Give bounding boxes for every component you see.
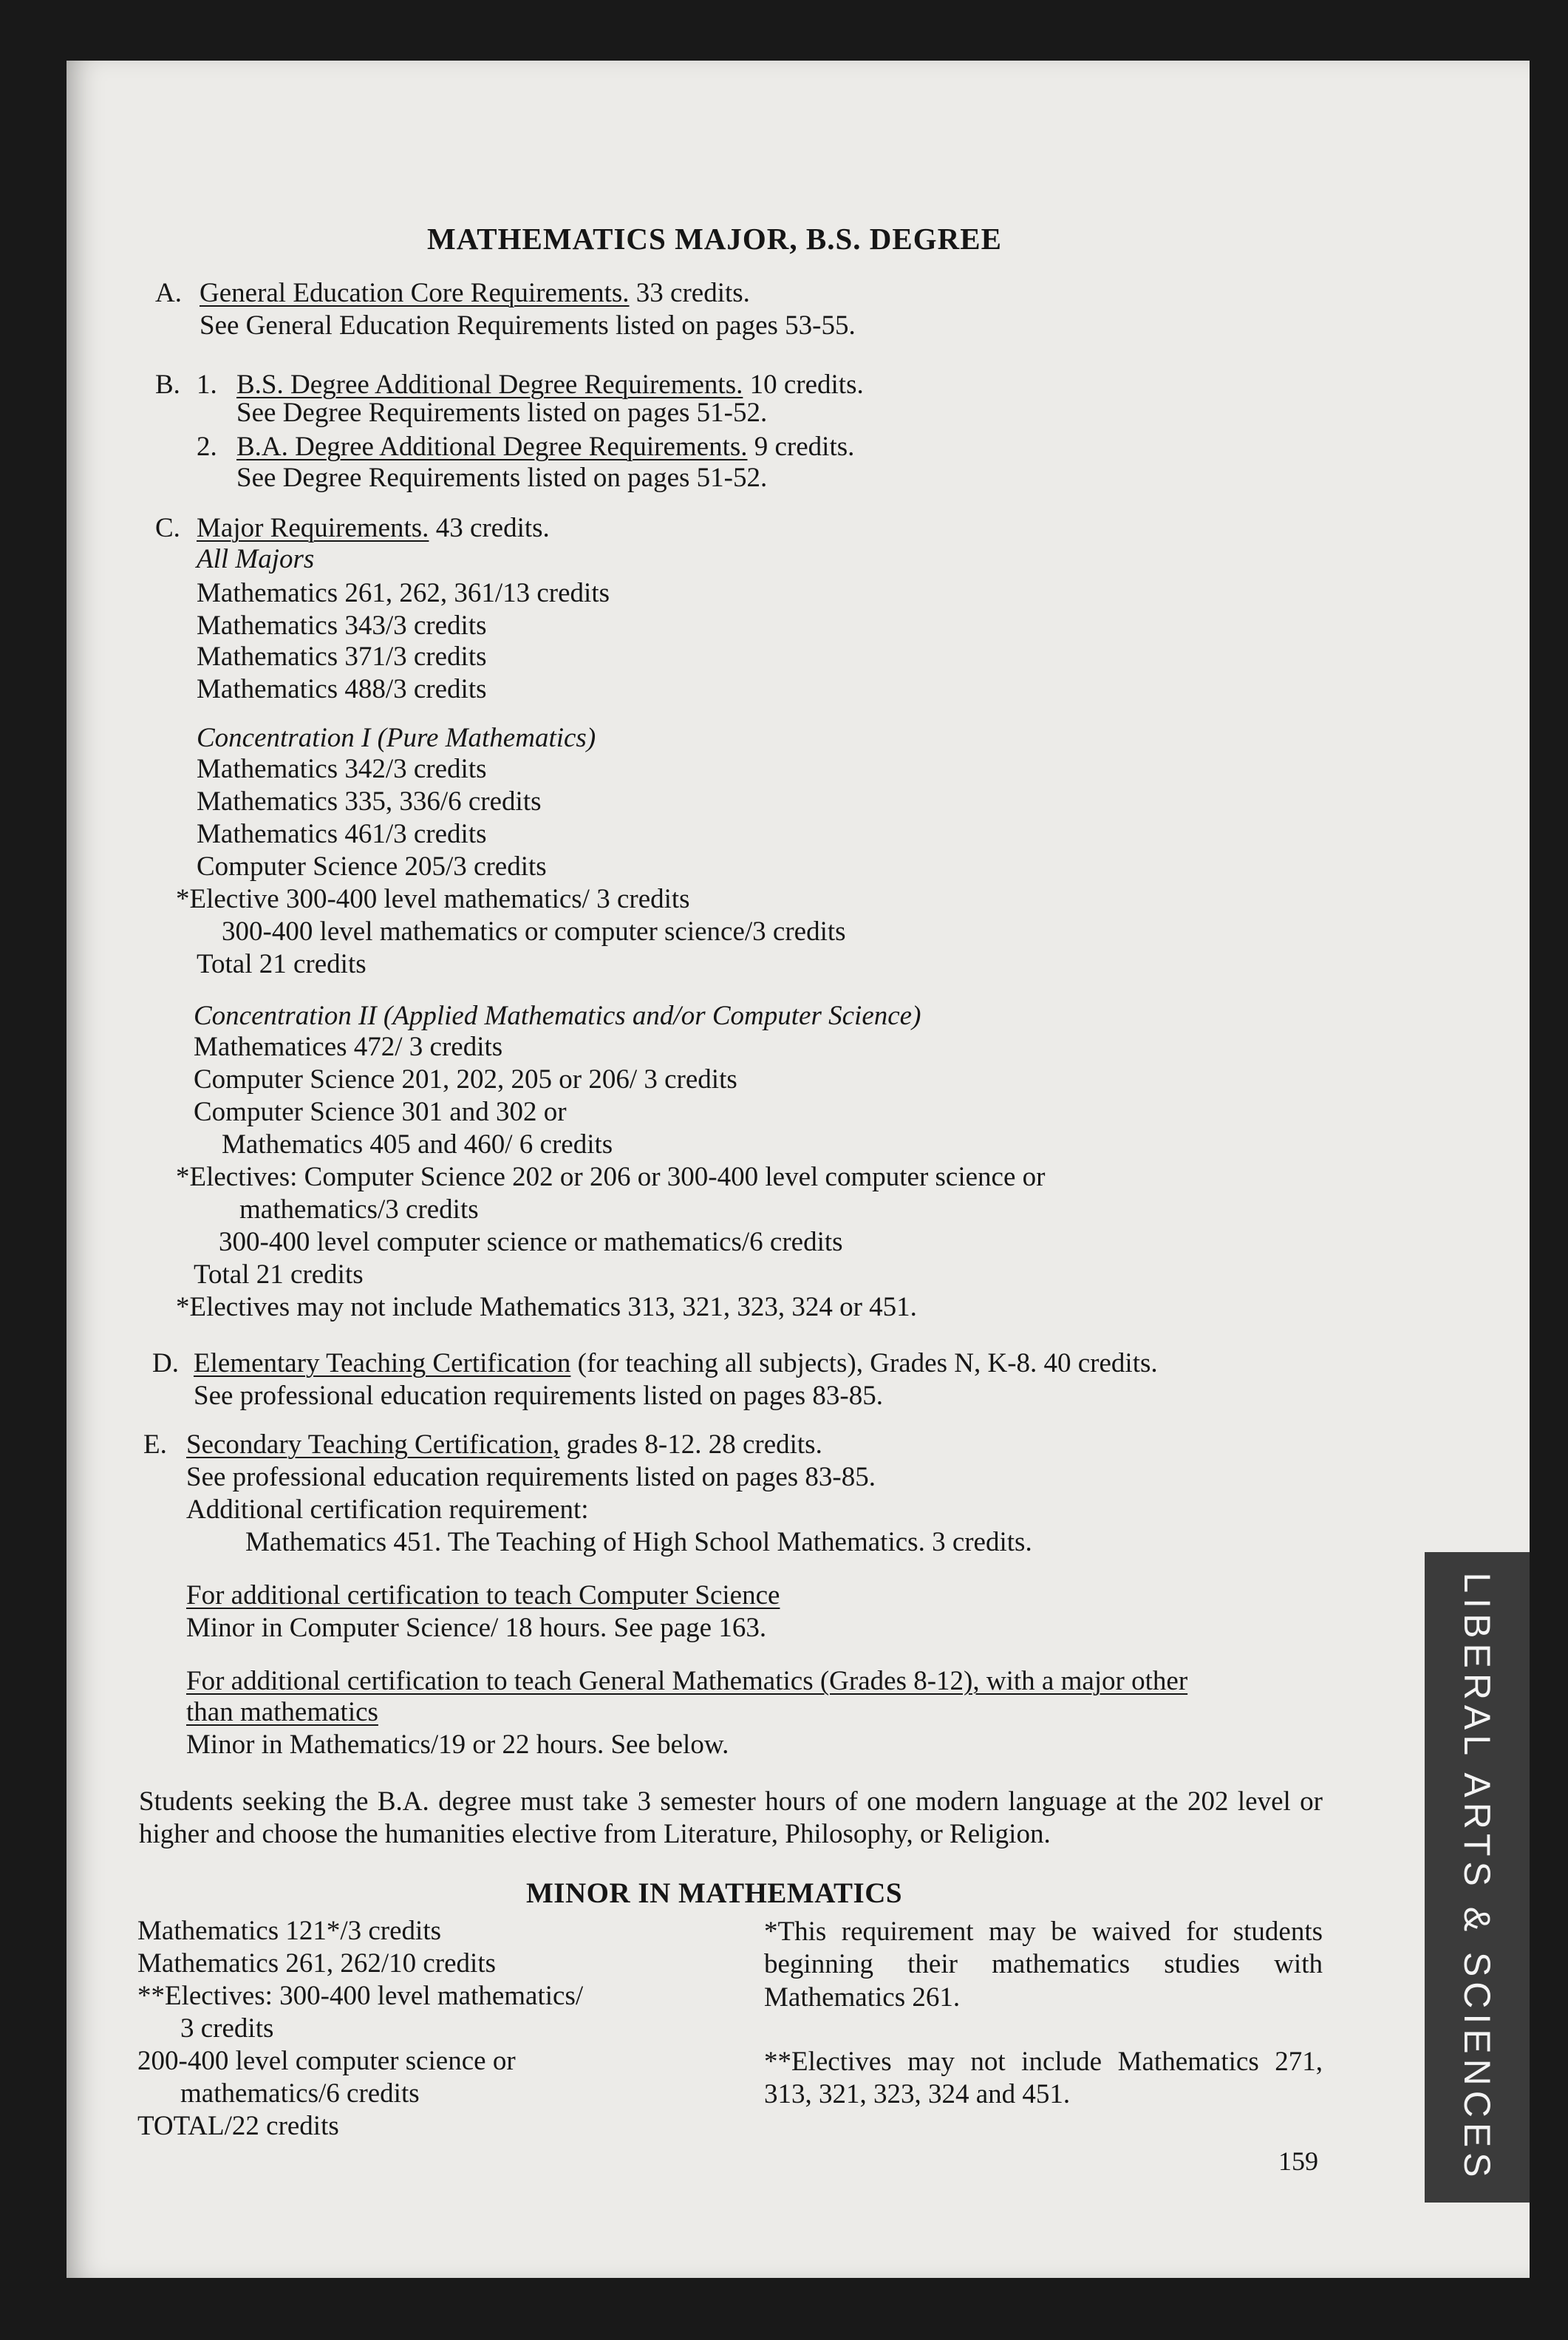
concentration-2-electives: *Electives: Computer Science 202 or 206 or 300-400 level computer science or [176, 1162, 1046, 1192]
section-e-letter: E. [143, 1429, 167, 1460]
concentration-2-label: Concentration II (Applied Mathematics and/or Computer Science) [194, 1001, 921, 1031]
section-d-letter: D. [152, 1348, 179, 1378]
concentration-1-line: Computer Science 205/3 credits [197, 851, 547, 882]
section-b2-number: 2. [197, 432, 217, 462]
concentration-1-line: Mathematics 461/3 credits [197, 819, 487, 849]
section-b1-credits: 10 credits. [743, 370, 864, 400]
gm-certification-title-line1: For additional certification to teach General Mathematics (Grades 8-12), with a major other [186, 1666, 1188, 1696]
gm-certification-title-line2: than mathematics [186, 1697, 378, 1727]
minor-line: **Electives: 300-400 level mathematics/ [137, 1981, 584, 2011]
section-b2-credits: 9 credits. [747, 432, 855, 462]
section-d-note: See professional education requirements listed on pages 83-85. [194, 1381, 883, 1411]
section-e-heading [186, 1429, 822, 1461]
all-majors-line: Mathematics 261, 262, 361/13 credits [197, 578, 610, 608]
page-title: MATHEMATICS MAJOR, B.S. DEGREE [427, 222, 1002, 256]
minor-total: TOTAL/22 credits [137, 2111, 339, 2141]
section-c-credits: 43 credits. [429, 513, 550, 543]
concentration-1-total: Total 21 credits [197, 949, 367, 979]
concentration-1-line: Mathematics 335, 336/6 credits [197, 786, 542, 817]
minor-line: 3 credits [180, 2013, 274, 2044]
section-c-heading [197, 513, 550, 545]
section-c-title: Major Requirements. [197, 513, 429, 543]
concentration-2-electives-cont: 300-400 level computer science or mathematics/6 credits [219, 1227, 843, 1257]
all-majors-line: Mathematics 371/3 credits [197, 642, 487, 672]
all-majors-line: Mathematics 488/3 credits [197, 674, 487, 704]
section-a-note: See General Education Requirements listed on pages 53-55. [200, 310, 856, 341]
section-b2-title: B.A. Degree Additional Degree Requirements. [236, 432, 748, 462]
section-d-heading [194, 1348, 1158, 1380]
cs-certification-title: For additional certification to teach Computer Science [186, 1580, 780, 1611]
concentration-1-elective-cont: 300-400 level mathematics or computer science/3 credits [222, 916, 846, 947]
section-e-course: Mathematics 451. The Teaching of High School Mathematics. 3 credits. [245, 1527, 1032, 1557]
section-a-title: General Education Core Requirements. [200, 278, 630, 308]
concentration-2-line: Mathematices 472/ 3 credits [194, 1032, 503, 1062]
concentration-1-line: Mathematics 342/3 credits [197, 754, 487, 784]
minor-line: mathematics/6 credits [180, 2078, 420, 2109]
minor-line: Mathematics 261, 262/10 credits [137, 1948, 497, 1979]
concentration-2-electives-cont: mathematics/3 credits [239, 1194, 479, 1225]
concentration-2-line: Computer Science 301 and 302 or [194, 1097, 567, 1127]
section-a-heading [200, 278, 750, 310]
ba-degree-note: Students seeking the B.A. degree must take 3 semester hours of one modern language at the 202 level or higher and choose the humanities elective from Literature, Philosophy, or Religion. [139, 1786, 1323, 1849]
section-b-letter: B. [155, 370, 180, 400]
minor-line: Mathematics 121*/3 credits [137, 1916, 442, 1946]
section-a-credits: 33 credits. [629, 278, 750, 308]
gm-certification-minor: Minor in Mathematics/19 or 22 hours. See below. [186, 1730, 729, 1760]
section-d-rest: (for teaching all subjects), Grades N, K-8. 40 credits. [570, 1348, 1158, 1378]
section-a-letter: A. [155, 278, 182, 308]
side-tab-label: LIBERAL ARTS & SCIENCES [1456, 1572, 1498, 2183]
concentration-2-total: Total 21 credits [194, 1259, 364, 1290]
section-b1-title: B.S. Degree Additional Degree Requirements. [236, 370, 743, 400]
page-number: 159 [1278, 2146, 1318, 2176]
section-c-letter: C. [155, 513, 180, 543]
all-majors-line: Mathematics 343/3 credits [197, 610, 487, 641]
section-e-rest: grades 8-12. 28 credits. [559, 1429, 822, 1460]
section-b1-heading [236, 370, 864, 401]
section-e-title: Secondary Teaching Certification, [186, 1429, 560, 1460]
section-b2-heading [236, 432, 854, 463]
all-majors-label: All Majors [197, 544, 315, 574]
section-b1-number: 1. [197, 370, 217, 400]
minor-heading: MINOR IN MATHEMATICS [526, 1877, 903, 1909]
section-d-title: Elementary Teaching Certification [194, 1348, 571, 1378]
concentration-2-indent-line: Mathematics 405 and 460/ 6 credits [222, 1129, 613, 1160]
minor-line: 200-400 level computer science or [137, 2046, 516, 2076]
section-e-additional: Additional certification requirement: [186, 1494, 589, 1525]
concentration-1-label: Concentration I (Pure Mathematics) [197, 723, 596, 753]
concentration-1-elective: *Elective 300-400 level mathematics/ 3 credits [176, 884, 690, 914]
concentration-2-note: *Electives may not include Mathematics 313, 321, 323, 324 or 451. [176, 1292, 917, 1322]
cs-certification-minor: Minor in Computer Science/ 18 hours. See page 163. [186, 1613, 767, 1643]
section-b2-note: See Degree Requirements listed on pages 51-52. [236, 463, 768, 493]
section-e-note: See professional education requirements listed on pages 83-85. [186, 1462, 876, 1492]
minor-footnote-2: **Electives may not include Mathematics 271, 313, 321, 323, 324 and 451. [764, 2047, 1323, 2110]
minor-footnote-1: *This requirement may be waived for students beginning their mathematics studies with Mathematics 261. [764, 1916, 1323, 2013]
section-b1-note: See Degree Requirements listed on pages 51-52. [236, 398, 768, 428]
concentration-2-line: Computer Science 201, 202, 205 or 206/ 3 credits [194, 1064, 737, 1095]
